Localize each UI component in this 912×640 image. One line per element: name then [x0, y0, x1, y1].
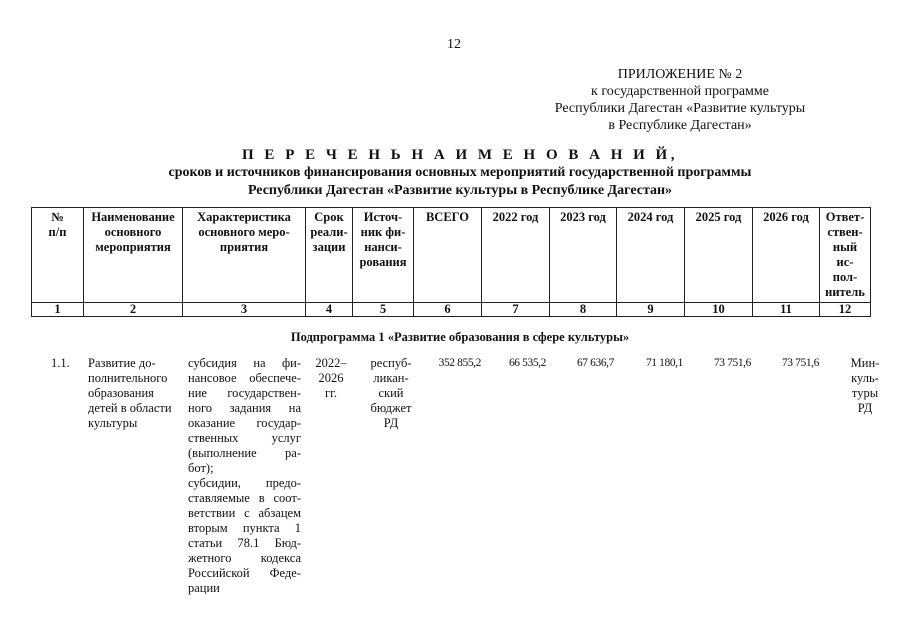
column-number: 10 [685, 303, 753, 317]
row-2026: 73 751,6 [781, 357, 819, 369]
header-responsible: Ответ- ствен- ный ис- пол- нитель [820, 208, 871, 303]
row-responsible: Мин- куль- туры РД [850, 356, 880, 415]
row-2024: 71 180,1 [645, 357, 683, 369]
header-source: Источ- ник фи- нанси- рования [353, 208, 414, 303]
row-characteristic: субсидия на фи- нансовое обеспече- ние государствен- ного задания на оказание государ- ственных услуг (выполнение ра- бот); субсидии, предо- ставляемые в соот- ветствии с абзацем вторым пункта 1 статьи 78.1 Бюд- жетного кодекса Российской Феде- рации [188, 356, 301, 595]
row-2025: 73 751,6 [713, 357, 751, 369]
page-number: 12 [447, 37, 461, 52]
row-term: 2022– 2026 гг. [315, 356, 347, 400]
column-number: 3 [183, 303, 306, 317]
header-2026: 2026 год [753, 208, 820, 303]
header-term: Срок реали- зации [306, 208, 353, 303]
title-line-3: Республики Дагестан «Развитие культуры в Республике Дагестан» [247, 183, 673, 198]
document-title [60, 146, 860, 200]
header-characteristic: Характеристика основного меро- приятия [183, 208, 306, 303]
financing-table [31, 207, 871, 317]
title-line-2: сроков и источников финансирования основных мероприятий государственной программы [168, 165, 752, 180]
subprogram-title: Подпрограмма 1 «Развитие образования в сфере культуры» [290, 330, 630, 344]
appendix-line: к государственной программе [591, 84, 769, 99]
column-number: 6 [414, 303, 482, 317]
row-number: 1.1. [51, 356, 70, 370]
row-name: Развитие до- полнительного образования детей в области культуры [88, 356, 172, 430]
row-2022: 66 535,2 [508, 357, 546, 369]
header-2025: 2025 год [685, 208, 753, 303]
column-number: 2 [84, 303, 183, 317]
header-total: ВСЕГО [414, 208, 482, 303]
appendix-line: ПРИЛОЖЕНИЕ № 2 [617, 67, 743, 82]
column-numbers-row [32, 303, 871, 317]
column-number: 12 [820, 303, 871, 317]
row-source: респуб- ликан- ский бюджет РД [370, 356, 412, 430]
header-2022: 2022 год [482, 208, 550, 303]
column-number: 9 [617, 303, 685, 317]
column-number: 8 [550, 303, 617, 317]
column-number: 11 [753, 303, 820, 317]
column-number: 4 [306, 303, 353, 317]
appendix-header [520, 66, 840, 134]
header-2023: 2023 год [550, 208, 617, 303]
row-2023: 67 636,7 [576, 357, 614, 369]
header-2024: 2024 год [617, 208, 685, 303]
column-number: 7 [482, 303, 550, 317]
appendix-line: в Республике Дагестан» [608, 118, 752, 133]
header-name: Наименование основного мероприятия [84, 208, 183, 303]
title-line-1: П Е Р Е Ч Е Н Ь Н А И М Е Н О В А Н И Й, [242, 147, 678, 163]
appendix-line: Республики Дагестан «Развитие культуры [554, 101, 806, 116]
column-number: 1 [32, 303, 84, 317]
header-number: № п/п [32, 208, 84, 303]
row-total: 352 855,2 [438, 357, 481, 369]
column-number: 5 [353, 303, 414, 317]
